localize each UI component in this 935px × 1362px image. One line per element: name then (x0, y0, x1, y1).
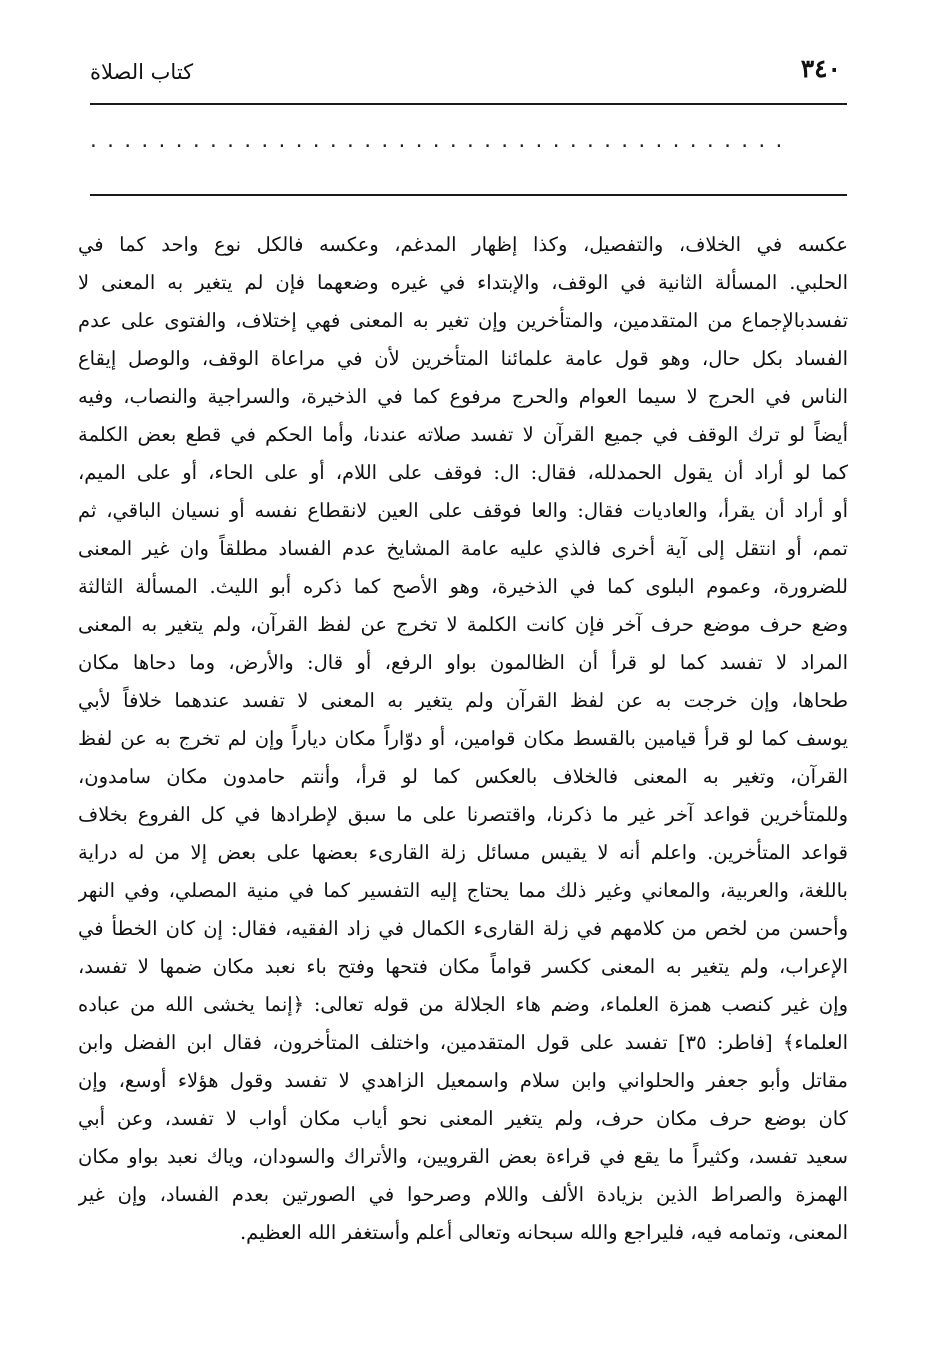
text-line: الحلبي. المسألة الثانية في الوقف، والإبتداء في غيره وضعهما فإن لم يتغير به المعنى لا (78, 271, 848, 294)
text-line: المعنى، وتمامه فيه، فليراجع والله سبحانه وتعالى أعلم وأستغفر الله العظيم. (239, 1221, 848, 1244)
body-text (78, 226, 848, 1252)
text-line: مقاتل وأبو جعفر والحلواني وابن سلام واسمعيل الزاهدي لا تفسد وقول هؤلاء أوسع، وإن (78, 1069, 848, 1092)
text-line: تمم، أو انتقل إلى آية أخرى فالذي عليه عامة المشايخ عدم الفساد مطلقاً وان غير المعنى (78, 537, 848, 560)
text-line: الفساد بكل حال، وهو قول عامة علمائنا المتأخرين لأن في مراعاة الوقف، والوصل إيقاع (78, 347, 848, 370)
text-line: للضرورة، وعموم البلوى كما في الذخيرة، وهو الأصح كما ذكره أبو الليث. المسألة الثالثة (78, 575, 848, 598)
text-line: سعيد تفسد، وكثيراً ما يقع في قراءة بعض القرويين، والأتراك والسودان، وياك نعبد بواو مكان (78, 1145, 848, 1168)
text-line: الإعراب، ولم يتغير به المعنى ككسر قواماً مكان فتحها وفتح باء نعبد مكان ضمها لا تفسد، (78, 955, 848, 978)
text-line: القرآن، وتغير به المعنى فالخلاف بالعكس كما لو قرأ، وأنتم حامدون مكان سامدون، (78, 765, 848, 788)
text-line: وللمتأخرين قواعد آخر غير ما ذكرنا، واقتصرنا على ما سبق لإطرادها في كل الفروع بخلاف (78, 803, 848, 826)
text-line: أو أراد أن يقرأ، والعاديات فقال: والعا فوقف على العين لانقطاع نفسه أو نسيان الباقي، ثم (78, 499, 848, 522)
text-line: يوسف كما لو قرأ قيامين بالقسط مكان قوامين، أو دوّاراً مكان دياراً وإن لم تخرج به عن لفظ (78, 727, 848, 750)
text-line: المراد لا تفسد كما لو قرأ أن الظالمون بواو الرفع، أو قال: والأرض، وما دحاها مكان (78, 651, 848, 674)
page-number: ٣٤٠ (800, 54, 841, 83)
text-line: كما لو أراد أن يقول الحمدلله، فقال: ال: فوقف على اللام، أو على الحاء، أو على الميم، (78, 461, 848, 484)
text-line: عكسه في الخلاف، والتفصيل، وكذا إظهار المدغم، وعكسه فالكل نوع واحد كما في (78, 233, 848, 256)
text-line: وإن غير كنصب همزة العلماء، وضم هاء الجلالة من قوله تعالى: ﴿إنما يخشى الله من عباده (78, 993, 848, 1016)
text-line: طحاها، وإن خرجت به عن لفظ القرآن ولم يتغير به المعنى لا تفسد عندهما خلافاً لأبي (78, 689, 848, 712)
text-line: أيضاً لو ترك الوقف في جميع القرآن لا تفسد صلاته عندنا، وأما الحكم في قطع بعض الكلمة (78, 423, 848, 446)
text-line: تفسدبالإجماع من المتقدمين، والمتأخرين وإن تغير به المعنى فهي إختلاف، والفتوى على عدم (78, 309, 848, 332)
text-line: وأحسن من لخص من كلامهم في زلة القارىء الكمال في زاد الفقيه، فقال: إن كان الخطأ في (78, 917, 848, 940)
text-line: وضع حرف موضع حرف آخر فإن كانت الكلمة لا تخرج عن لفظ القرآن، ولم يتغير به المعنى (78, 613, 848, 636)
text-line: قواعد المتأخرين. واعلم أنه لا يقيس مسائل زلة القارىء بعضها على بعض إلا من له دراية (78, 841, 848, 864)
page-header (90, 52, 845, 96)
section-divider (90, 194, 847, 196)
text-line: الناس في الحرج لا سيما العوام والحرج مرفوع كما في الذخيرة، والسراجية والنصاب، وفيه (78, 385, 848, 408)
running-title: كتاب الصلاة (90, 60, 194, 84)
text-line: كان بوضع حرف مكان حرف، ولم يتغير المعنى نحو أياب مكان أواب لا تفسد، وعن أبي (78, 1107, 848, 1130)
text-line: باللغة، والعربية، والمعاني وغير ذلك مما يحتاج إليه التفسير كما في منية المصلي، وفي النهر (78, 879, 848, 902)
omission-dots: ......................................... (88, 131, 791, 152)
text-line: الهمزة والصراط الذين بزيادة الألف واللام وصرحوا في الصورتين بعدم الفساد، وإن غير (78, 1183, 848, 1206)
header-divider (90, 103, 847, 105)
text-line: العلماء﴾ [فاطر: ٣٥] تفسد على قول المتقدمين، واختلف المتأخرون، فقال ابن الفضل وابن (78, 1031, 848, 1054)
